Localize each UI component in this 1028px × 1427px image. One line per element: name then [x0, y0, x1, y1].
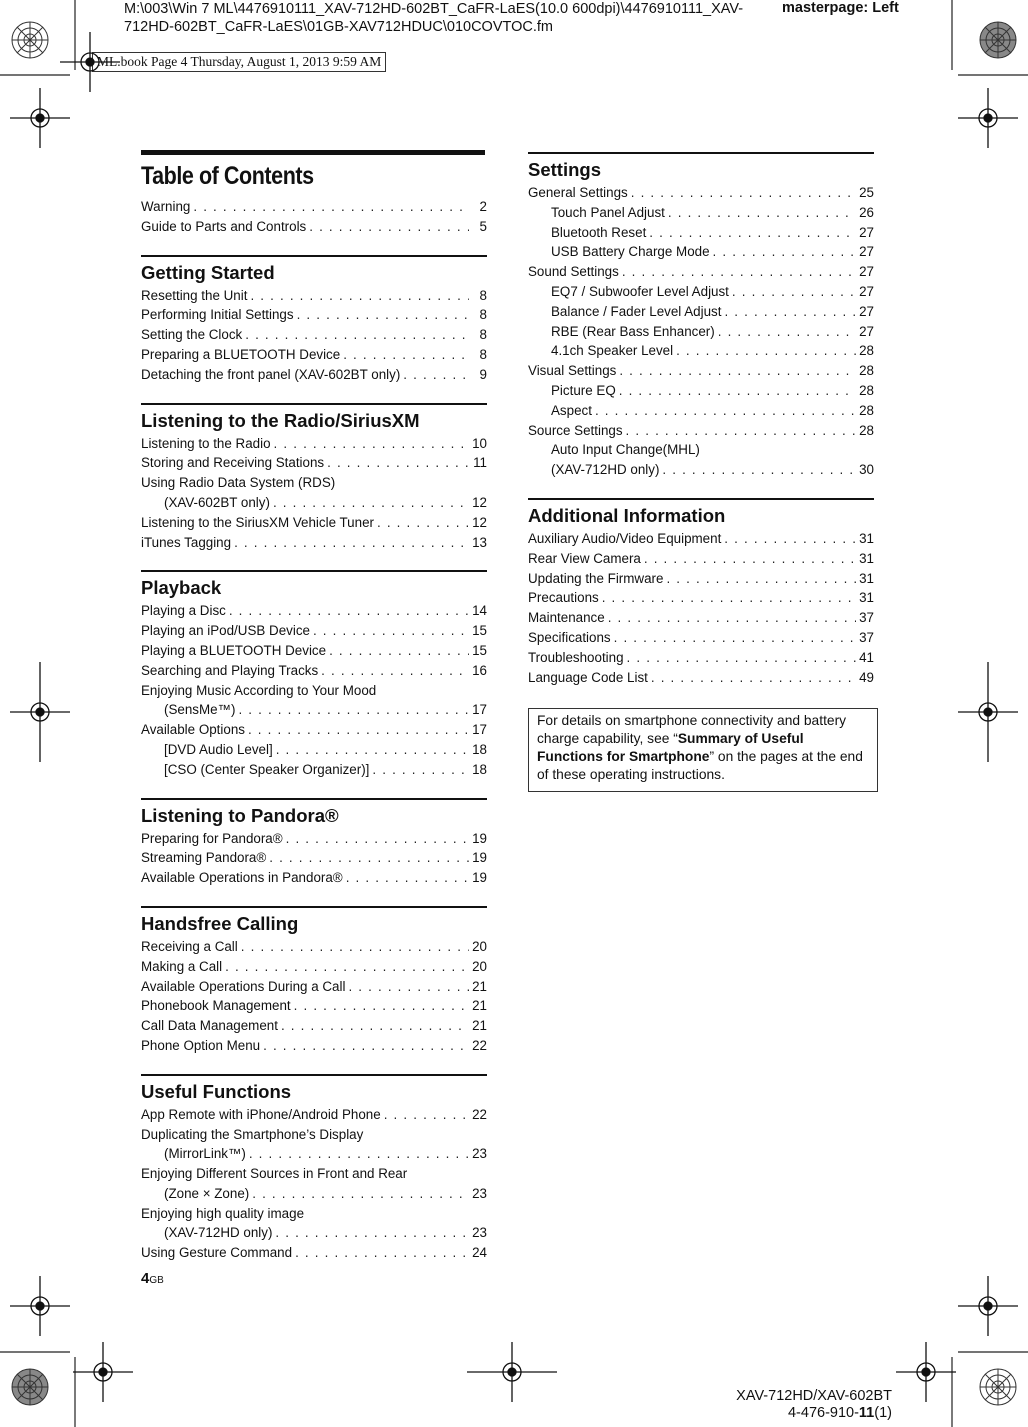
- toc-entry-title: General Settings: [528, 185, 628, 200]
- toc-page-number: 31: [859, 550, 874, 566]
- book-info-stamp: ML.book Page 4 Thursday, August 1, 2013 9:59 AM: [92, 52, 386, 72]
- toc-entry-title: (MirrorLink™): [164, 1146, 246, 1162]
- toc-entry[interactable]: [528, 668, 874, 688]
- toc-left-sections: [141, 255, 487, 1263]
- starburst-icon: [12, 1369, 48, 1405]
- toc-page-number: 14: [472, 603, 487, 619]
- toc-page-number: 17: [472, 702, 487, 718]
- leader-dots: [616, 381, 856, 401]
- toc-entry-title: Guide to Parts and Controls: [141, 218, 307, 234]
- toc-entry[interactable]: [141, 1105, 487, 1125]
- toc-entry[interactable]: [528, 183, 874, 203]
- toc-page-number: 16: [472, 662, 487, 678]
- toc-entry-title: Receiving a Call: [141, 938, 238, 954]
- toc-entry-title: RBE (Rear Bass Enhancer): [551, 323, 715, 339]
- toc-section-title[interactable]: Getting Started: [141, 261, 275, 283]
- toc-entry[interactable]: [528, 460, 874, 480]
- toc-section: [528, 152, 874, 480]
- toc-page-number: 13: [472, 534, 487, 550]
- leader-dots: [266, 848, 469, 868]
- toc-title: Table of Contents: [141, 150, 485, 193]
- toc-page-number: 28: [859, 422, 874, 438]
- toc-page-number: 27: [859, 323, 874, 339]
- toc-entry[interactable]: [528, 223, 874, 243]
- toc-entry[interactable]: [141, 661, 487, 681]
- toc-entry-title: Playing a Disc: [141, 603, 226, 619]
- leader-dots: [283, 829, 469, 849]
- toc-entry[interactable]: [528, 529, 874, 549]
- leader-dots: [663, 569, 856, 589]
- toc-page-number: 28: [859, 363, 874, 379]
- toc-page-number: 23: [472, 1185, 487, 1201]
- registration-target-icon: [10, 1276, 70, 1336]
- toc-entry-title: Preparing for Pandora®: [141, 830, 283, 846]
- toc-entry-title: [CSO (Center Speaker Organizer)]: [164, 761, 370, 777]
- toc-entry[interactable]: [141, 720, 487, 740]
- toc-entry-title: Language Code List: [528, 669, 648, 685]
- toc-entry-title: Updating the Firmware: [528, 570, 664, 586]
- toc-page-number: 11: [473, 455, 487, 471]
- toc-entry-title: (XAV-712HD only): [164, 1225, 273, 1241]
- toc-section: [141, 255, 487, 385]
- toc-entry-title: (SensMe™): [164, 702, 236, 718]
- toc-page-number: 49: [859, 669, 874, 685]
- toc-section-title[interactable]: Useful Functions: [141, 1080, 292, 1102]
- toc-entry-title: Aspect: [551, 402, 592, 418]
- toc-page-number: 25: [859, 185, 874, 200]
- leader-dots: [324, 453, 469, 473]
- leader-dots: [345, 977, 469, 997]
- toc-entry-title-line[interactable]: Using Radio Data System (RDS): [141, 475, 336, 491]
- leader-dots: [242, 325, 469, 345]
- registration-target-icon: [10, 88, 70, 148]
- toc-intro-list: [141, 197, 487, 237]
- registration-target-icon: [10, 662, 70, 762]
- toc-entry[interactable]: [528, 648, 874, 668]
- toc-entry-title: Sound Settings: [528, 264, 619, 280]
- toc-entry[interactable]: [141, 493, 487, 513]
- toc-entry[interactable]: [141, 1243, 487, 1263]
- toc-page-number: 8: [479, 307, 487, 323]
- toc-entry-title-line[interactable]: Auto Input Change(MHL): [551, 442, 700, 458]
- toc-entry[interactable]: [141, 197, 487, 217]
- toc-entry[interactable]: [528, 341, 874, 361]
- toc-entry[interactable]: [528, 262, 874, 282]
- toc-section: [141, 798, 487, 888]
- file-path-line-1: M:\003\Win 7 ML\4476910111_XAV-712HD-602BT_CaFR-LaES(10.0 600dpi)\4476910111_XAV-: [124, 1, 744, 17]
- toc-right-column: [528, 152, 874, 687]
- toc-page-number: 28: [859, 382, 874, 398]
- toc-entry[interactable]: [528, 588, 874, 608]
- toc-section-title[interactable]: Listening to Pandora®: [141, 804, 339, 826]
- toc-page-number: 8: [479, 327, 487, 343]
- toc-entry[interactable]: [141, 937, 487, 957]
- toc-entry[interactable]: [141, 829, 487, 849]
- toc-page-number: 27: [859, 283, 874, 299]
- toc-entry-title-line[interactable]: Enjoying Music According to Your Mood: [141, 682, 377, 698]
- page-number: [141, 1270, 164, 1287]
- toc-page-number: 17: [472, 722, 487, 738]
- toc-page-number: 12: [472, 494, 487, 510]
- registration-target-icon: [73, 1342, 133, 1402]
- toc-entry[interactable]: [141, 533, 487, 553]
- leader-dots: [235, 700, 469, 720]
- toc-entry[interactable]: [528, 242, 874, 262]
- leader-dots: [343, 868, 469, 888]
- toc-entry-title: Maintenance: [528, 610, 605, 626]
- toc-entry-title: App Remote with iPhone/Android Phone: [141, 1106, 381, 1122]
- toc-page-number: 18: [472, 761, 487, 777]
- toc-entry[interactable]: [141, 286, 487, 306]
- toc-page-number: 2: [479, 199, 487, 214]
- note-text-after: ” on the pages at the end of these operating instructions.: [537, 749, 863, 782]
- leader-dots: [673, 341, 856, 361]
- toc-entry-title: Listening to the SiriusXM Vehicle Tuner: [141, 514, 374, 530]
- leader-dots: [190, 197, 469, 217]
- toc-entry-title: Specifications: [528, 629, 611, 645]
- leader-dots: [646, 223, 856, 243]
- toc-entry-title: (Zone × Zone): [164, 1185, 250, 1201]
- toc-page-number: 27: [859, 224, 874, 240]
- toc-entry-title: Phone Option Menu: [141, 1037, 261, 1053]
- toc-entry-title: Streaming Pandora®: [141, 850, 267, 866]
- toc-entry[interactable]: [528, 608, 874, 628]
- toc-page-number: 30: [859, 462, 874, 478]
- leader-dots: [247, 286, 469, 306]
- toc-entry-title: Rear View Camera: [528, 550, 641, 566]
- toc-entry-title: Picture EQ: [551, 382, 616, 398]
- toc-section-title[interactable]: Listening to the Radio/SiriusXM: [141, 409, 420, 431]
- model-footer: [720, 1388, 892, 1422]
- toc-entry-title: Playing a BLUETOOTH Device: [141, 642, 327, 658]
- file-path-line-2: 712HD-602BT_CaFR-LaES\01GB-XAV712HDUC\010COVTOC.fm: [124, 19, 553, 35]
- toc-page-number: 28: [859, 343, 874, 359]
- leader-dots: [729, 282, 856, 302]
- toc-section-title[interactable]: Settings: [528, 159, 601, 180]
- toc-entry-title-line[interactable]: Enjoying high quality image: [141, 1205, 305, 1221]
- leader-dots: [271, 434, 469, 454]
- leader-dots: [273, 740, 469, 760]
- toc-entry-title: Storing and Receiving Stations: [141, 455, 325, 471]
- toc-entry-title: Available Operations in Pandora®: [141, 870, 343, 886]
- toc-entry[interactable]: [141, 325, 487, 345]
- toc-left-column: [141, 150, 487, 1263]
- toc-page-number: 31: [859, 530, 874, 546]
- toc-entry[interactable]: [141, 641, 487, 661]
- toc-page-number: 37: [859, 629, 874, 645]
- masterpage-label: masterpage: Left: [782, 0, 899, 16]
- toc-entry[interactable]: [528, 203, 874, 223]
- toc-entry-title: Making a Call: [141, 958, 223, 974]
- toc-page-number: 21: [472, 1018, 487, 1034]
- toc-entry[interactable]: [528, 302, 874, 322]
- registration-target-icon: [60, 32, 120, 92]
- toc-page-number: 21: [472, 978, 487, 994]
- toc-entry[interactable]: [141, 1184, 487, 1204]
- toc-entry-title: (XAV-712HD only): [551, 462, 660, 478]
- toc-page-number: 20: [472, 938, 487, 954]
- toc-page-number: 19: [472, 830, 487, 846]
- toc-entry[interactable]: [141, 868, 487, 888]
- toc-entry-title: EQ7 / Subwoofer Level Adjust: [551, 283, 729, 299]
- toc-entry-title-line[interactable]: Duplicating the Smartphone’s Display: [141, 1126, 364, 1142]
- toc-entry-title: Using Gesture Command: [141, 1245, 293, 1261]
- leader-dots: [599, 588, 856, 608]
- toc-entry-title: Available Operations During a Call: [141, 978, 346, 994]
- toc-entry[interactable]: [528, 569, 874, 589]
- leader-dots: [721, 302, 856, 322]
- toc-entry-title: Bluetooth Reset: [551, 224, 647, 240]
- toc-right-sections: [528, 152, 874, 687]
- toc-entry[interactable]: [141, 1036, 487, 1056]
- starburst-icon: [980, 22, 1016, 58]
- toc-entry-title: Preparing a BLUETOOTH Device: [141, 346, 341, 362]
- toc-entry[interactable]: [528, 322, 874, 342]
- toc-entry[interactable]: [141, 453, 487, 473]
- leader-dots: [226, 601, 469, 621]
- toc-entry-title: 4.1ch Speaker Level: [551, 343, 674, 359]
- toc-entry[interactable]: [141, 996, 487, 1016]
- note-text-before: For details on smartphone connectivity and battery charge capability, see “: [537, 713, 847, 746]
- registration-target-icon: [896, 1342, 956, 1402]
- toc-page-number: 27: [859, 244, 874, 260]
- toc-entry[interactable]: [141, 434, 487, 454]
- leader-dots: [326, 641, 469, 661]
- toc-page-number: 19: [472, 870, 487, 886]
- toc-entry-title: Auxiliary Audio/Video Equipment: [528, 530, 722, 546]
- toc-page-number: 8: [479, 346, 487, 362]
- toc-page-number: 31: [859, 570, 874, 586]
- toc-entry-title: Listening to the Radio: [141, 435, 271, 451]
- toc-entry[interactable]: [528, 401, 874, 421]
- leader-dots: [231, 533, 469, 553]
- toc-page-number: 22: [472, 1037, 487, 1053]
- toc-entry[interactable]: [141, 760, 487, 780]
- toc-page-number: 41: [859, 649, 874, 665]
- toc-section-title[interactable]: Handsfree Calling: [141, 912, 299, 934]
- starburst-icon: [12, 22, 48, 58]
- leader-dots: [641, 549, 856, 569]
- toc-section: [141, 403, 487, 553]
- toc-entry[interactable]: [141, 977, 487, 997]
- toc-page-number: 27: [859, 303, 874, 319]
- toc-entry-title: Detaching the front panel (XAV-602BT only): [141, 366, 401, 382]
- toc-page-number: 27: [859, 264, 874, 280]
- toc-entry[interactable]: [528, 628, 874, 648]
- toc-page-number: 20: [472, 958, 487, 974]
- toc-page-number: 5: [479, 218, 487, 234]
- toc-page-number: 26: [859, 204, 874, 220]
- note-bold-text: Summary of Useful Functions for Smartphone: [537, 731, 804, 764]
- starburst-icon: [980, 1369, 1016, 1405]
- page-number-suffix: GB: [149, 1275, 164, 1286]
- leader-dots: [292, 1243, 469, 1263]
- registration-target-icon: [958, 1276, 1018, 1336]
- toc-entry-title: Visual Settings: [528, 363, 617, 379]
- toc-entry-title: (XAV-602BT only): [164, 494, 270, 510]
- leader-dots: [665, 203, 856, 223]
- toc-section: [141, 906, 487, 1056]
- toc-entry-title: [DVD Audio Level]: [164, 741, 273, 757]
- leader-dots: [318, 661, 469, 681]
- smartphone-note-box: [528, 708, 878, 792]
- toc-section-title[interactable]: Playback: [141, 577, 222, 599]
- toc-entry-title: Touch Panel Adjust: [551, 204, 665, 220]
- leader-dots: [222, 957, 469, 977]
- leader-dots: [369, 760, 469, 780]
- leader-dots: [624, 648, 856, 668]
- toc-entry[interactable]: [141, 621, 487, 641]
- toc-entry-title: Precautions: [528, 590, 599, 606]
- toc-entry[interactable]: [528, 381, 874, 401]
- leader-dots: [270, 493, 469, 513]
- toc-page-number: 31: [859, 590, 874, 606]
- footer-code: 4-476-910-11(1): [787, 1405, 892, 1421]
- toc-section: [528, 498, 874, 687]
- leader-dots: [310, 621, 469, 641]
- toc-page-number: 8: [479, 287, 487, 303]
- toc-entry-title: Performing Initial Settings: [141, 307, 294, 323]
- toc-page-number: 37: [859, 610, 874, 626]
- leader-dots: [715, 322, 856, 342]
- toc-page-number: 15: [472, 623, 487, 639]
- toc-section: [141, 570, 487, 779]
- toc-entry-title: Resetting the Unit: [141, 287, 248, 303]
- registration-target-icon: [958, 662, 1018, 762]
- toc-entry[interactable]: [141, 1223, 487, 1243]
- toc-entry-title: Call Data Management: [141, 1018, 278, 1034]
- toc-page-number: 28: [859, 402, 874, 418]
- toc-entry[interactable]: [141, 217, 487, 237]
- leader-dots: [648, 668, 856, 688]
- toc-entry[interactable]: [141, 601, 487, 621]
- leader-dots: [245, 720, 469, 740]
- leader-dots: [238, 937, 469, 957]
- toc-page-number: 9: [479, 366, 487, 382]
- toc-entry[interactable]: [141, 848, 487, 868]
- toc-entry[interactable]: [141, 957, 487, 977]
- leader-dots: [592, 401, 856, 421]
- toc-page-number: 22: [472, 1106, 487, 1122]
- toc-entry-title-line[interactable]: Enjoying Different Sources in Front and Rear: [141, 1166, 408, 1182]
- toc-entry[interactable]: [141, 305, 487, 325]
- toc-entry[interactable]: [528, 421, 874, 441]
- leader-dots: [374, 513, 469, 533]
- leader-dots: [628, 183, 856, 203]
- toc-section-title[interactable]: Additional Information: [528, 504, 726, 526]
- toc-entry-title: Phonebook Management: [141, 998, 291, 1014]
- registration-target-icon: [467, 1342, 557, 1402]
- toc-page-number: 15: [472, 642, 487, 658]
- leader-dots: [291, 996, 469, 1016]
- toc-entry[interactable]: [528, 361, 874, 381]
- toc-entry[interactable]: [141, 345, 487, 365]
- leader-dots: [616, 361, 856, 381]
- toc-entry-title: Playing an iPod/USB Device: [141, 623, 310, 639]
- toc-entry[interactable]: [528, 282, 874, 302]
- toc-page-number: 23: [472, 1146, 487, 1162]
- toc-section: [141, 1074, 487, 1263]
- toc-entry[interactable]: [141, 513, 487, 533]
- toc-entry-title: USB Battery Charge Mode: [551, 244, 710, 260]
- toc-entry[interactable]: [528, 549, 874, 569]
- leader-dots: [605, 608, 856, 628]
- toc-entry-title: Warning: [141, 199, 191, 214]
- toc-page-number: 10: [472, 435, 487, 451]
- registration-target-icon: [958, 88, 1018, 148]
- leader-dots: [306, 217, 469, 237]
- leader-dots: [294, 305, 469, 325]
- toc-page-number: 12: [472, 514, 487, 530]
- leader-dots: [400, 365, 469, 385]
- leader-dots: [623, 421, 856, 441]
- toc-page-number: 21: [472, 998, 487, 1014]
- toc-entry[interactable]: [141, 700, 487, 720]
- leader-dots: [710, 242, 856, 262]
- toc-entry[interactable]: [141, 1144, 487, 1164]
- leader-dots: [260, 1036, 469, 1056]
- toc-entry-title: Troubleshooting: [528, 649, 624, 665]
- toc-entry-title: Source Settings: [528, 422, 623, 438]
- toc-entry-title: Available Options: [141, 722, 245, 738]
- page-number-value: 4: [141, 1270, 150, 1287]
- leader-dots: [381, 1105, 469, 1125]
- toc-entry[interactable]: [141, 740, 487, 760]
- toc-page-number: 19: [472, 850, 487, 866]
- toc-entry-title: Balance / Fader Level Adjust: [551, 303, 722, 319]
- leader-dots: [619, 262, 856, 282]
- toc-entry-title: Searching and Playing Tracks: [141, 662, 319, 678]
- toc-page-number: 18: [472, 741, 487, 757]
- toc-page-number: 23: [472, 1225, 487, 1241]
- toc-entry[interactable]: [141, 365, 487, 385]
- leader-dots: [246, 1144, 469, 1164]
- footer-model: XAV-712HD/XAV-602BT: [736, 1388, 892, 1404]
- leader-dots: [249, 1184, 469, 1204]
- leader-dots: [611, 628, 856, 648]
- toc-entry[interactable]: [141, 1016, 487, 1036]
- leader-dots: [272, 1223, 469, 1243]
- leader-dots: [340, 345, 469, 365]
- toc-entry-title: Setting the Clock: [141, 327, 243, 343]
- toc-entry-title: iTunes Tagging: [141, 534, 232, 550]
- leader-dots: [278, 1016, 469, 1036]
- toc-page-number: 24: [472, 1245, 487, 1261]
- leader-dots: [659, 460, 856, 480]
- leader-dots: [721, 529, 856, 549]
